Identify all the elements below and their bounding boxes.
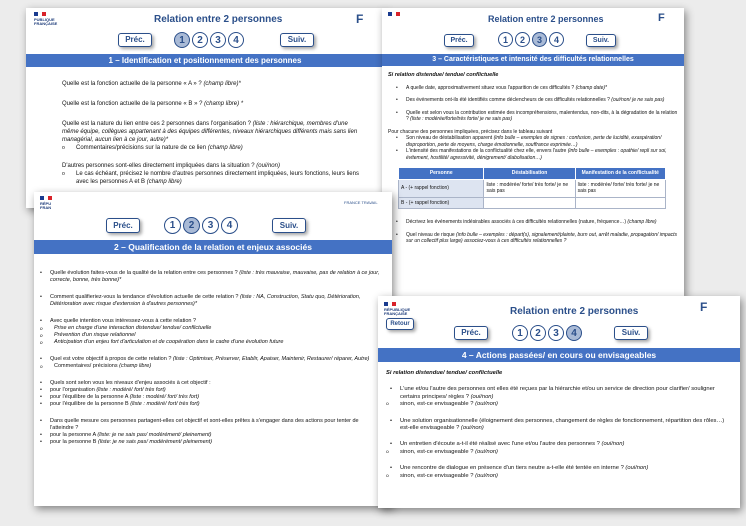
step-3[interactable]: 3 [548, 325, 564, 341]
question: • Quelle est selon vous la contribution estimée des incompréhensions, malentendus, non-dits, à la dégradation de la relation ? (liste : modérée/forte/très forte/ je ne sais pas) [396, 110, 678, 123]
questions [388, 72, 678, 245]
question: • Quelle évolution faites-vous de la qualité de la relation entre ces personnes ? (liste : très mauvaise, mauvaise, pas de relation à ce jour, correcte, bonne, très bonne)* [40, 270, 380, 284]
question: • Un entretien d'écoute a-t-il été réalisé avec l'une et/ou l'autre des personnes ? (oui/non) [390, 441, 728, 448]
step-2[interactable]: 2 [183, 217, 200, 234]
question: • Comment qualifieriez-vous la tendance d'évolution actuelle de cette relation ? (liste : NA, Construction, Statu quo, Détérioration, Détérioration avec risque d'extension à d'autres personnes)* [40, 294, 380, 308]
republique-logo [388, 12, 408, 18]
doc-title: Relation entre 2 personnes [488, 14, 604, 24]
cell-person: A - (+ rappel fonction) [399, 179, 484, 197]
step-3[interactable]: 3 [532, 32, 547, 47]
sub-question: o sinon, est-ce envisageable ? (oui/non) [386, 401, 728, 408]
step-1[interactable]: 1 [498, 32, 513, 47]
question: • L'intensité des manifestations de la conflictualité chez elle, envers l'autre (info bulle – exemples : opathie/ repli sur soi, évitement, hostilité/ agressivité, dénigrement/ diabolisation…) [396, 148, 678, 161]
step-4[interactable]: 4 [228, 32, 244, 48]
question: • Des événements ont-ils été identifiés comme déclencheurs de ces difficultés relationnelles ? (oui/non/ je ne sais pas) [396, 97, 678, 104]
option: • pour l'équilibre de la personne A (liste : modéré/ fort/ très fort) [40, 394, 380, 401]
section-band: 2 – Qualification de la relation et enjeux associés [34, 240, 392, 254]
questions [62, 80, 362, 186]
question: • Une solution organisationnelle (éloignement des personnes, changement de règles de fonctionnement, répartition des rôles…) est-elle envisageable ? (oui/non) [390, 418, 728, 433]
question: • Son niveau de déstabilisation apparent (info bulle – exemples de signes : confusion, perte de lucidité, exaspération/ disproportion, perte de moyens, charge émotionnelle, souffrance exprimée…) [396, 135, 678, 148]
questions [40, 270, 380, 446]
section-band: 1 – Identification et positionnement des personnes [26, 54, 384, 67]
step-nav [498, 32, 564, 47]
cell-destabilisation[interactable]: liste : modérée/ forte/ très forte/ je ne sais pas [484, 179, 575, 197]
step-4[interactable]: 4 [566, 325, 582, 341]
france-travail-logo: FRANCE TRAVAIL [344, 200, 378, 205]
step-4[interactable]: 4 [221, 217, 238, 234]
slide-actions [378, 296, 740, 508]
prev-button[interactable]: Préc. [444, 34, 474, 47]
step-2[interactable]: 2 [192, 32, 208, 48]
step-3[interactable]: 3 [210, 32, 226, 48]
next-button[interactable]: Suiv. [272, 218, 306, 233]
condition: Si relation distendue/ tendue/ conflictuelle [386, 370, 503, 376]
sub-question: o sinon, est-ce envisageable ? (oui/non) [386, 449, 728, 456]
sub-question: o sinon, est-ce envisageable ? (oui/non) [386, 473, 728, 480]
france-travail-logo: F [700, 300, 708, 314]
step-2[interactable]: 2 [530, 325, 546, 341]
cell-person: B - (+ rappel fonction) [399, 197, 484, 209]
assessment-table [398, 167, 666, 209]
slide-qualification [34, 192, 392, 506]
option: • pour l'équilibre de la personne B (liste : modéré/ fort/ très fort) [40, 401, 380, 408]
cell-destabilisation[interactable] [484, 197, 575, 209]
slide-identification [26, 8, 384, 208]
option: o Prise en charge d'une interaction distendue/ tendue/ conflictuelle [40, 325, 380, 332]
sub-question: o Le cas échéant, précisez le nombre d'autres personnes directement impliquées, leurs fonctions, leurs liens avec les personnes A et B (champ libre) [62, 170, 362, 186]
step-nav [164, 217, 238, 234]
question: • L'une et/ou l'autre des personnes ont elles été reçues par la hiérarchie et/ou un service de direction pour clarifier/ souligner certains principes/ règles ? (oui/non) [390, 386, 728, 401]
prev-button[interactable]: Préc. [118, 33, 152, 47]
table-row [399, 179, 666, 197]
republique-logo: RÉPUBLIQUE FRANÇAISE [384, 302, 410, 316]
next-button[interactable]: Suiv. [280, 33, 314, 47]
table-row [399, 197, 666, 209]
prev-button[interactable]: Préc. [454, 326, 488, 340]
sub-question: o Commentaires/ précisions (champ libre) [40, 363, 380, 370]
question: • Quel niveau de risque (info bulle – exemples : départ(s), signalement/plainte, burn out, arrêt maladie, propagation/ impacts sur un collectif plus large) associez-vous à ces difficultés relationnelles ? [396, 232, 678, 245]
doc-title: Relation entre 2 personnes [510, 306, 639, 317]
cell-manifestation[interactable]: liste : modérée/ forte/ très forte/ je ne sais pas [575, 179, 665, 197]
th-destabilisation: Déstabilisation [484, 168, 575, 180]
france-travail-logo: F [658, 12, 665, 24]
republique-logo: PUBLIQUE FRANÇAISE [34, 12, 56, 26]
question: Quelle est la fonction actuelle de la personne « B » ? (champ libre) * [62, 101, 244, 107]
question: • Une rencontre de dialogue en présence d'un tiers neutre a-t-elle été tentée en interne ? (oui/non) [390, 465, 728, 472]
next-button[interactable]: Suiv. [586, 34, 616, 47]
france-travail-logo: F [356, 12, 364, 26]
th-person: Personne [399, 168, 484, 180]
section-band: 4 – Actions passées/ en cours ou envisageables [378, 348, 740, 362]
question: D'autres personnes sont-elles directement impliquées dans la situation ? (oui/non) [62, 163, 280, 169]
questions [386, 370, 728, 480]
slide-caracteristiques [382, 8, 684, 298]
doc-title: Relation entre 2 personnes [154, 14, 283, 25]
question: Quelle est la fonction actuelle de la personne « A » ? (champ libre)* [62, 81, 241, 87]
step-4[interactable]: 4 [549, 32, 564, 47]
option: • pour la personne B (liste: je ne sais pas/ modérément/ pleinement) [40, 439, 380, 446]
prev-button[interactable]: Préc. [106, 218, 140, 233]
question: Quelle est la nature du lien entre ces 2 personnes dans l'organisation ? (liste : hiérarchique, membres d'une même équipe, collègues appartenant à des équipes différentes, niveaux hiérarchiques différents mais sans lien managérial, aucun lien à ce jour, autre)* [62, 121, 358, 143]
option: o Prévention d'un risque relationnel [40, 332, 380, 339]
question: • Quels sont selon vous les niveaux d'enjeu associés à cet objectif : [40, 380, 380, 387]
question: • A quelle date, approximativement situez vous l'apparition de ces difficultés ? (champ date)* [396, 85, 678, 92]
step-2[interactable]: 2 [515, 32, 530, 47]
sub-question: o Commentaires/précisions sur la nature de ce lien (champ libre) [62, 144, 362, 152]
step-1[interactable]: 1 [512, 325, 528, 341]
step-nav [512, 325, 582, 341]
question: • Quel est votre objectif à propos de cette relation ? (liste : Optimiser, Préserver, Etablir, Apaiser, Maintenir, Restaurer/ réparer, Autre) [40, 356, 380, 363]
paragraph: Pour chacune des personnes impliquées, précisez dans le tableau suivant [388, 128, 553, 135]
step-3[interactable]: 3 [202, 217, 219, 234]
question: • Avec quelle intention vous intéressez-vous à cette relation ? [40, 318, 380, 325]
step-1[interactable]: 1 [164, 217, 181, 234]
cell-manifestation[interactable] [575, 197, 665, 209]
section-band: 3 – Caractéristiques et intensité des difficultés relationnelles [382, 54, 684, 66]
condition: Si relation distendue/ tendue/ conflictuelle [388, 72, 499, 78]
question: • Dans quelle mesure ces personnes partagent-elles cet objectif et sont-elles prêtes à s'engager dans des actions pour tenter de l'atteindre ? [40, 418, 380, 432]
th-manifestation: Manifestation de la conflictualité [575, 168, 665, 180]
option: • pour la personne A (liste: je ne sais pas/ modérément/ pleinement) [40, 432, 380, 439]
republique-logo: RÉPU FRAN [40, 196, 58, 210]
option: • pour l'organisation (liste : modéré/ fort/ très fort) [40, 387, 380, 394]
step-1[interactable]: 1 [174, 32, 190, 48]
next-button[interactable]: Suiv. [614, 326, 648, 340]
option: o Anticipation d'un enjeu fort d'articulation et de coopération dans le cadre d'une évolution future [40, 339, 380, 346]
back-button[interactable]: Retour [386, 318, 414, 330]
step-nav [174, 32, 244, 48]
question: • Décrivez les événements indésirables associés à ces difficultés relationnelles (nature, fréquence…) (champ libre) [396, 219, 678, 226]
